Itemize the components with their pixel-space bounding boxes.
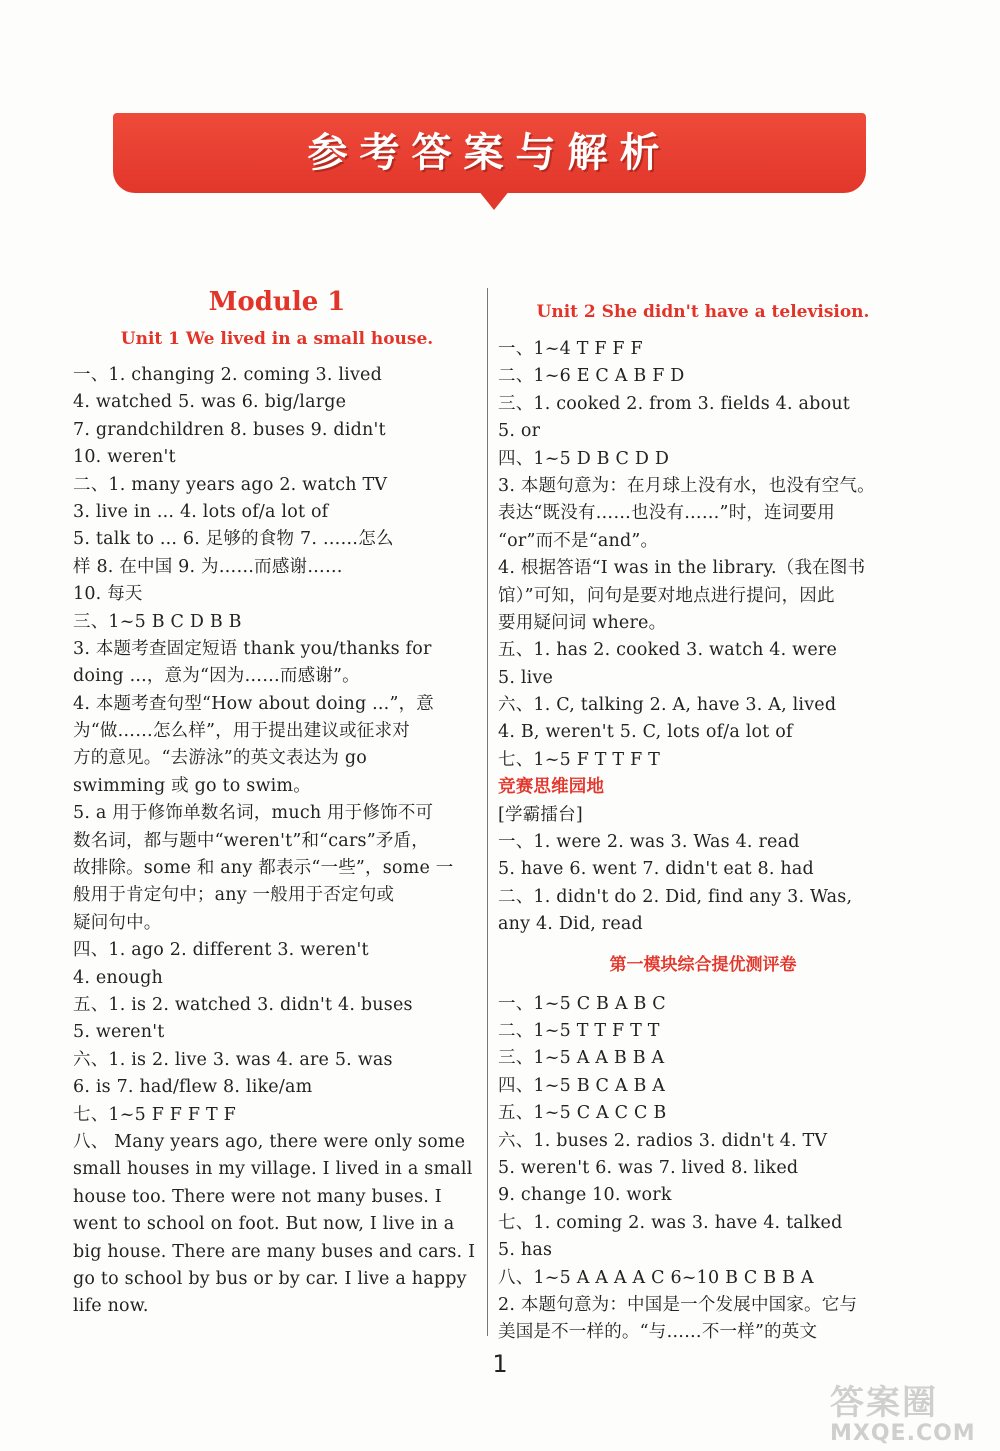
unit2-line: 3. 本题句意为：在月球上没有水，也没有空气。 xyxy=(498,475,875,496)
left-line: 10. 每天 xyxy=(73,584,143,605)
test-line: 三、1~5 A A B B A xyxy=(498,1048,665,1069)
left-line: go to school by bus or by car. I live a happy xyxy=(73,1268,467,1289)
test-line: 美国是不一样的。“与……不一样”的英文 xyxy=(498,1322,818,1343)
unit2-line: 二、1~6 E C A B F D xyxy=(498,366,685,387)
unit2-line: 5. live xyxy=(498,667,554,688)
unit2-line: “or”而不是“and”。 xyxy=(498,530,659,551)
left-line: 般用于肯定句中；any 一般用于否定句或 xyxy=(73,885,395,906)
left-line: 4. 本题考查句型“How about doing ...”，意 xyxy=(73,693,434,714)
unit2-line: 5. or xyxy=(498,421,541,442)
left-line: big house. There are many buses and cars. I xyxy=(73,1241,476,1262)
unit2-line: 馆）”可知，问句是要对地点进行提问，因此 xyxy=(498,585,835,606)
left-line: 三、1~5 B C D B B xyxy=(73,611,242,632)
left-line: 七、1~5 F F F T F xyxy=(73,1104,236,1125)
left-line: 6. is 7. had/flew 8. like/am xyxy=(73,1077,313,1098)
unit2-line: 4. B, weren't 5. C, lots of/a lot of xyxy=(498,722,793,743)
left-line: 五、1. is 2. watched 3. didn't 4. buses xyxy=(73,994,413,1015)
unit2-line: 4. 根据答语“I was in the library.（我在图书 xyxy=(498,558,866,579)
left-line: 为“做……怎么样”，用于提出建议或征求对 xyxy=(73,721,410,742)
module-test-answers xyxy=(498,991,908,1347)
site-watermark xyxy=(830,1385,1000,1451)
test-line: 八、1~5 A A A A C 6~10 B C B B A xyxy=(498,1267,814,1288)
left-line: 样 8. 在中国 9. 为……而感谢…… xyxy=(73,556,343,577)
unit-2-answers xyxy=(498,336,908,774)
left-line: 一、1. changing 2. coming 3. lived xyxy=(73,365,382,385)
unit2-line: 七、1~5 F T T F T xyxy=(498,749,661,770)
left-line: 二、1. many years ago 2. watch TV xyxy=(73,474,388,495)
test-line: 5. weren't 6. was 7. lived 8. liked xyxy=(498,1157,799,1178)
left-line: 数名词，都与题中“weren't”和“cars”矛盾， xyxy=(73,830,429,851)
left-line: 3. live in ... 4. lots of/a lot of xyxy=(73,501,329,522)
column-divider xyxy=(487,288,488,1336)
test-line: 四、1~5 B C A B A xyxy=(498,1075,666,1096)
right-column xyxy=(498,280,908,1347)
test-line: 二、1~5 T T F T T xyxy=(498,1020,660,1041)
contest-line: 二、1. didn't do 2. Did, find any 3. Was, xyxy=(498,886,853,907)
left-line: small houses in my village. I lived in a small xyxy=(73,1159,473,1180)
left-line: 四、1. ago 2. different 3. weren't xyxy=(73,940,369,961)
test-line: 七、1. coming 2. was 3. have 4. talked xyxy=(498,1212,843,1233)
left-line: 10. weren't xyxy=(73,447,176,468)
page-number: 1 xyxy=(492,1350,508,1378)
page-title: 参考答案与解析 xyxy=(307,130,672,176)
contest-line: 一、1. were 2. was 3. Was 4. read xyxy=(498,832,800,853)
left-column xyxy=(73,280,481,1321)
contest-line: 5. have 6. went 7. didn't eat 8. had xyxy=(498,859,814,880)
left-line: 方的意见。“去游泳”的英文表达为 go xyxy=(73,748,367,769)
left-line: 4. watched 5. was 6. big/large xyxy=(73,392,347,413)
left-line: 故排除。some 和 any 都表示“一些”，some 一 xyxy=(73,858,454,879)
left-line: 3. 本题考查固定短语 thank you/thanks for xyxy=(73,638,432,659)
left-line: 5. a 用于修饰单数名词，much 用于修饰不可 xyxy=(73,803,434,824)
unit2-line: 表达“既没有……也没有……”时，连词要用 xyxy=(498,503,835,524)
left-line: went to school on foot. But now, I live in a xyxy=(73,1214,455,1235)
unit-1-title: Unit 1 We lived in a small house. xyxy=(120,329,434,349)
module-title: Module 1 xyxy=(208,287,346,317)
left-line: life now. xyxy=(73,1296,149,1317)
contest-answers xyxy=(498,829,908,939)
left-line: 六、1. is 2. live 3. was 4. are 5. was xyxy=(73,1049,393,1070)
left-line: 5. talk to ... 6. 足够的食物 7. ……怎么 xyxy=(73,529,394,550)
contest-heading: 竞赛思维园地 xyxy=(498,777,605,798)
test-line: 5. has xyxy=(498,1240,553,1261)
watermark-cn: 答案圈 xyxy=(830,1383,938,1423)
test-line: 一、1~5 C B A B C xyxy=(498,993,666,1014)
test-line: 2. 本题句意为：中国是一个发展中国家。它与 xyxy=(498,1294,858,1315)
title-banner-notch xyxy=(478,190,510,210)
unit2-line: 三、1. cooked 2. from 3. fields 4. about xyxy=(498,393,851,414)
left-line: doing ...，意为“因为……而感谢”。 xyxy=(73,666,360,687)
left-line: swimming 或 go to swim。 xyxy=(73,775,311,796)
left-line: 八、 Many years ago, there were only some xyxy=(73,1131,466,1152)
unit2-line: 六、1. C, talking 2. A, have 3. A, lived xyxy=(498,695,837,716)
unit2-line: 一、1~4 T F F F xyxy=(498,339,643,359)
test-line: 六、1. buses 2. radios 3. didn't 4. TV xyxy=(498,1130,828,1151)
watermark-en: MXQE.COM xyxy=(830,1421,976,1446)
unit2-line: 四、1~5 D B C D D xyxy=(498,448,670,469)
test-line: 五、1~5 C A C C B xyxy=(498,1103,667,1124)
unit2-line: 五、1. has 2. cooked 3. watch 4. were xyxy=(498,640,838,661)
contest-subheading: [学霸擂台] xyxy=(498,804,583,825)
left-line: 疑问句中。 xyxy=(73,912,162,933)
unit2-line: 要用疑问词 where。 xyxy=(498,612,667,633)
left-line: 7. grandchildren 8. buses 9. didn't xyxy=(73,419,386,440)
module-test-heading: 第一模块综合提优测评卷 xyxy=(609,954,797,975)
contest-line: any 4. Did, read xyxy=(498,914,643,935)
left-line: house too. There were not many buses. I xyxy=(73,1186,442,1207)
left-line: 5. weren't xyxy=(73,1022,165,1043)
test-line: 9. change 10. work xyxy=(498,1185,672,1206)
unit-2-title: Unit 2 She didn't have a television. xyxy=(536,302,870,322)
left-line: 4. enough xyxy=(73,967,163,988)
left-answers xyxy=(73,362,481,1321)
